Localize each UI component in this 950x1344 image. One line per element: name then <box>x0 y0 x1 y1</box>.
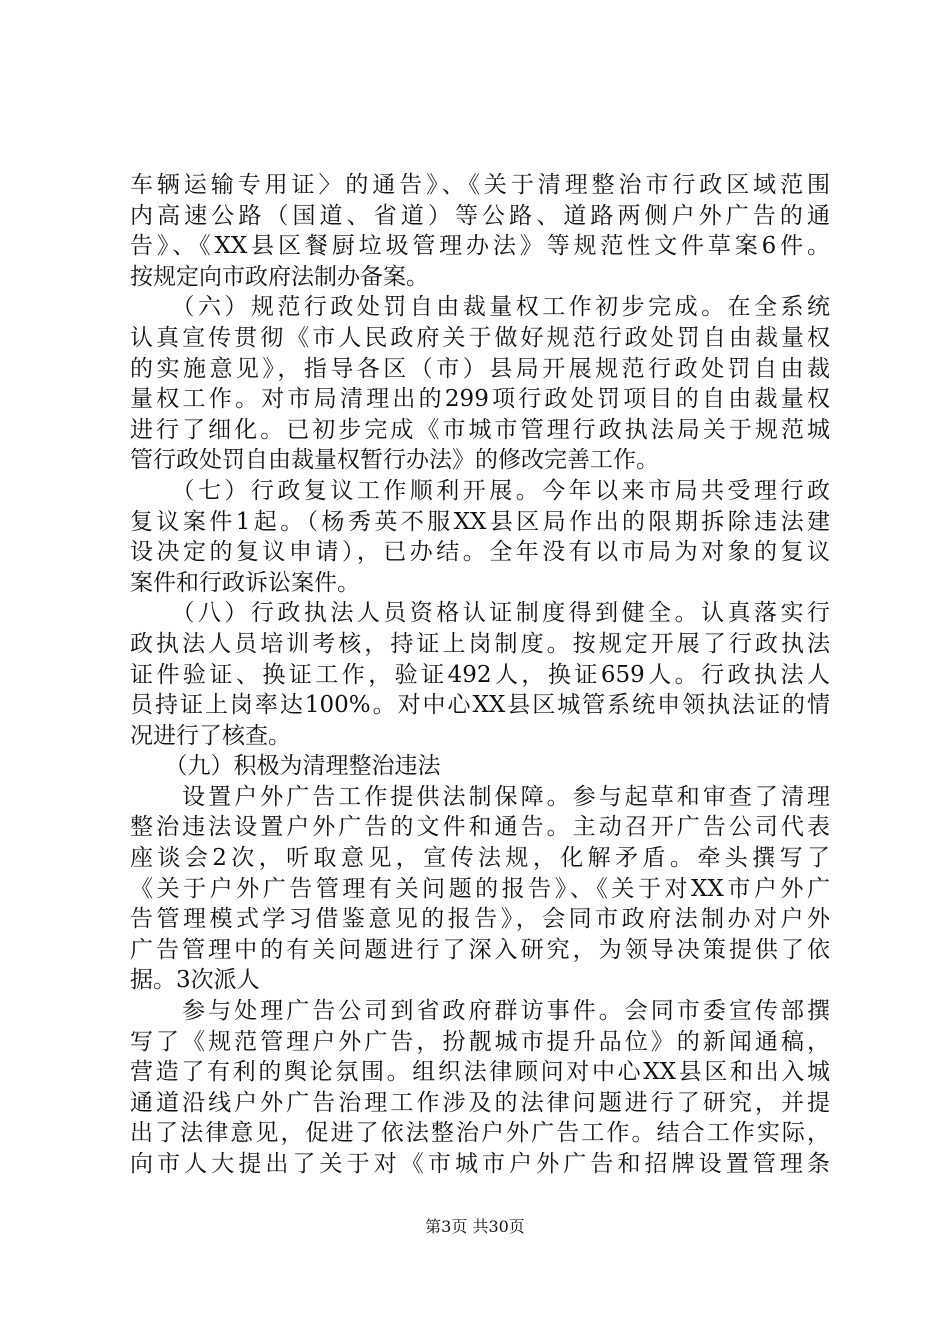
text-line: 的实施意见》，指导各区（市）县局开展规范行政处罚自由裁 <box>130 355 830 382</box>
text-line: 员持证上岗率达100%。对中心XX县区城管系统申领执法证的情 <box>130 692 830 719</box>
page-footer: 第3页 共30页 <box>425 1217 525 1236</box>
text-line: 告》、《XX县区餐厨垃圾管理办法》等规范性文件草案6件。 <box>130 233 830 260</box>
text-line: 政执法人员培训考核，持证上岗制度。按规定开展了行政执法 <box>130 630 830 657</box>
body-text <box>130 170 830 1180</box>
text-line: 参与处理广告公司到省政府群访事件。会同市委宣传部撰 <box>130 998 830 1025</box>
text-line: 《关于户外广告管理有关问题的报告》、《关于对XX市户外广 <box>130 875 830 902</box>
text-line: （九）积极为清理整治违法 <box>130 753 441 780</box>
text-line: 内高速公路（国道、省道）等公路、道路两侧户外广告的通 <box>130 202 830 229</box>
text-line: 量权工作。对市局清理出的299项行政处罚项目的自由裁量权 <box>130 386 830 413</box>
text-line: 设置户外广告工作提供法制保障。参与起草和审查了清理 <box>130 783 830 810</box>
text-line: 告管理模式学习借鉴意见的报告》，会同市政府法制办对户外 <box>130 906 830 933</box>
text-line: （八）行政执法人员资格认证制度得到健全。认真落实行 <box>130 600 830 627</box>
text-line: 进行了细化。已初步完成《市城市管理行政执法局关于规范城 <box>130 416 830 443</box>
text-line: 案件和行政诉讼案件。 <box>130 569 360 596</box>
text-line: （七）行政复议工作顺利开展。今年以来市局共受理行政 <box>130 477 830 504</box>
text-line: 向市人大提出了关于对《市城市户外广告和招牌设置管理条 <box>130 1151 830 1177</box>
text-line: 设决定的复议申请），已办结。全年没有以市局为对象的复议 <box>130 539 830 566</box>
text-line: 写了《规范管理户外广告，扮靓城市提升品位》的新闻通稿， <box>130 1028 830 1055</box>
text-line: 整治违法设置户外广告的文件和通告。主动召开广告公司代表 <box>130 814 830 841</box>
text-line: 通道沿线户外广告治理工作涉及的法律问题进行了研究，并提 <box>130 1089 830 1116</box>
text-line: 管行政处罚自由裁量权暂行办法》的修改完善工作。 <box>130 447 659 474</box>
text-line: 车辆运输专用证〉的通告》、《关于清理整治市行政区域范围 <box>130 172 830 198</box>
text-line: 营造了有利的舆论氛围。组织法律顾问对中心XX县区和出入城 <box>130 1059 830 1086</box>
text-line: 复议案件1起。（杨秀英不服XX县区局作出的限期拆除违法建 <box>130 508 830 535</box>
text-line: （六）规范行政处罚自由裁量权工作初步完成。在全系统 <box>130 294 830 321</box>
text-line: 认真宣传贯彻《市人民政府关于做好规范行政处罚自由裁量权 <box>130 324 830 351</box>
text-line: 证件验证、换证工作，验证492人，换证659人。行政执法人 <box>130 661 830 688</box>
text-line: 广告管理中的有关问题进行了深入研究，为领导决策提供了依 <box>130 936 830 963</box>
text-line: 据。3次派人 <box>130 967 260 994</box>
text-line: 出了法律意见，促进了依法整治户外广告工作。结合工作实际， <box>130 1120 830 1147</box>
text-line: 况进行了核查。 <box>130 722 291 749</box>
text-line: 座谈会2次，听取意见，宣传法规，化解矛盾。牵头撰写了 <box>130 845 830 872</box>
text-line: 按规定向市政府法制办备案。 <box>130 263 429 290</box>
